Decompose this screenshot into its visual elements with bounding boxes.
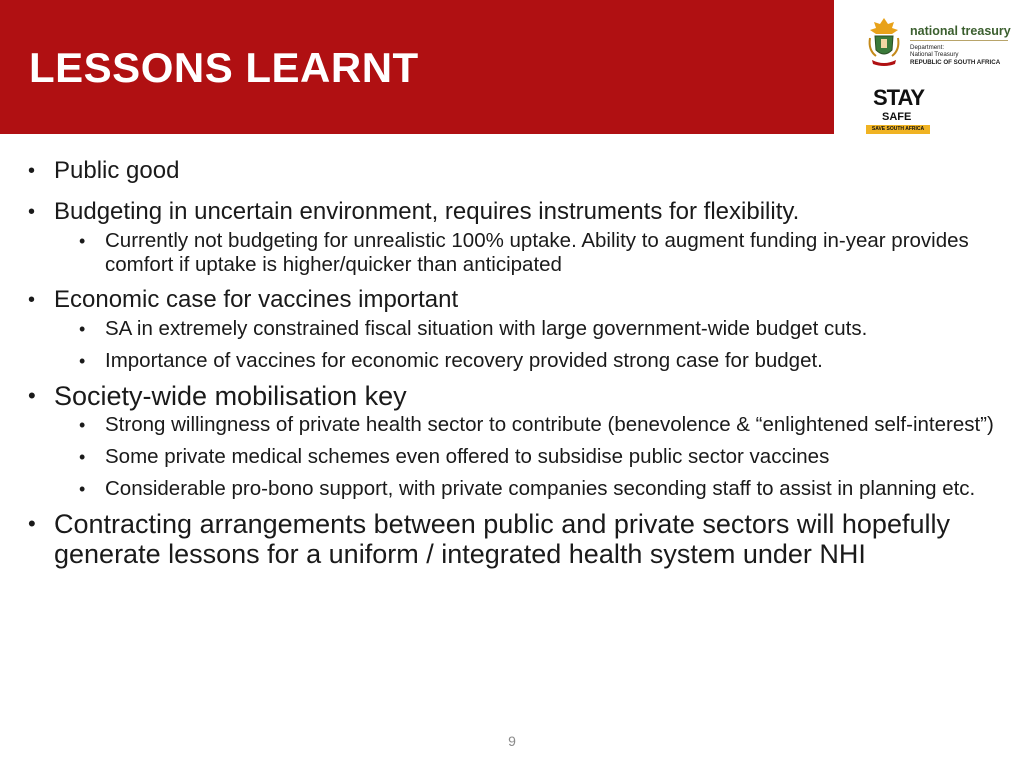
sub-list-item: • Importance of vaccines for economic recovery provided strong case for budget.	[79, 349, 823, 372]
title-banner	[0, 0, 834, 134]
list-item: • Budgeting in uncertain environment, requires instruments for flexibility. • Currently not budgeting for unrealistic 100% uptake. Ability to augment funding in-year provides comfort if uptake is higher/quicker than anticipated	[28, 197, 998, 277]
treasury-divider	[910, 40, 1008, 41]
sub-bullet-list	[54, 229, 998, 277]
sub-bullet-list	[54, 317, 998, 373]
bullet-icon: •	[79, 415, 86, 435]
logo-area	[858, 12, 1018, 142]
bullet-icon: •	[28, 160, 36, 182]
list-item: • Economic case for vaccines important • SA in extremely constrained fiscal situation with large government-wide budget cuts. • Importance of vaccines for economic recovery provided strong case for budget.	[28, 285, 998, 373]
national-treasury-wordmark: national treasury Department: National Treasury REPUBLIC OF SOUTH AFRICA	[910, 24, 1011, 66]
slide-body	[28, 156, 998, 580]
sub-list-item: • Strong willingness of private health sector to contribute (benevolence & “enlightened self-interest”)	[79, 413, 994, 436]
sub-list-item: • SA in extremely constrained fiscal situation with large government-wide budget cuts.	[79, 317, 868, 340]
bullet-icon: •	[28, 511, 36, 536]
slide-title: LESSONS LEARNT	[29, 44, 419, 91]
stay-safe-logo	[866, 86, 930, 136]
sub-list-item: • Some private medical schemes even offered to subsidise public sector vaccines	[79, 445, 830, 468]
list-item: • Contracting arrangements between public and private sectors will hopefully generate lessons for a uniform / integrated health system under NHI	[28, 509, 950, 569]
bullet-icon: •	[79, 447, 86, 467]
sub-bullet-list	[54, 413, 998, 501]
stay-safe-title: STAY	[873, 85, 925, 110]
bullet-icon: •	[28, 201, 36, 223]
bullet-icon: •	[79, 319, 86, 339]
stay-safe-subtitle: SAFE	[882, 111, 912, 123]
list-item: • Society-wide mobilisation key • Strong willingness of private health sector to contribute (benevolence & “enlightened self-interest”) • Some private medical schemes even offered to subsidise public sector vaccines • Considerable pro-bono support, with private companies seconding staff to assist in planning etc.	[28, 381, 998, 501]
bullet-icon: •	[79, 231, 86, 251]
sub-list-item: • Currently not budgeting for unrealistic 100% uptake. Ability to augment funding in-year provides comfort if uptake is higher/quicker than anticipated	[79, 229, 969, 276]
bullet-icon: •	[28, 289, 36, 311]
sub-list-item: • Considerable pro-bono support, with private companies seconding staff to assist in planning etc.	[79, 477, 976, 500]
list-item: • Public good	[28, 157, 180, 184]
page-number: 9	[508, 733, 516, 749]
bullet-list	[28, 156, 998, 569]
stay-safe-tagline: SAVE SOUTH AFRICA	[866, 125, 930, 134]
bullet-icon: •	[28, 383, 36, 408]
bullet-icon: •	[79, 479, 86, 499]
coat-of-arms-icon	[864, 16, 904, 68]
bullet-icon: •	[79, 351, 86, 371]
